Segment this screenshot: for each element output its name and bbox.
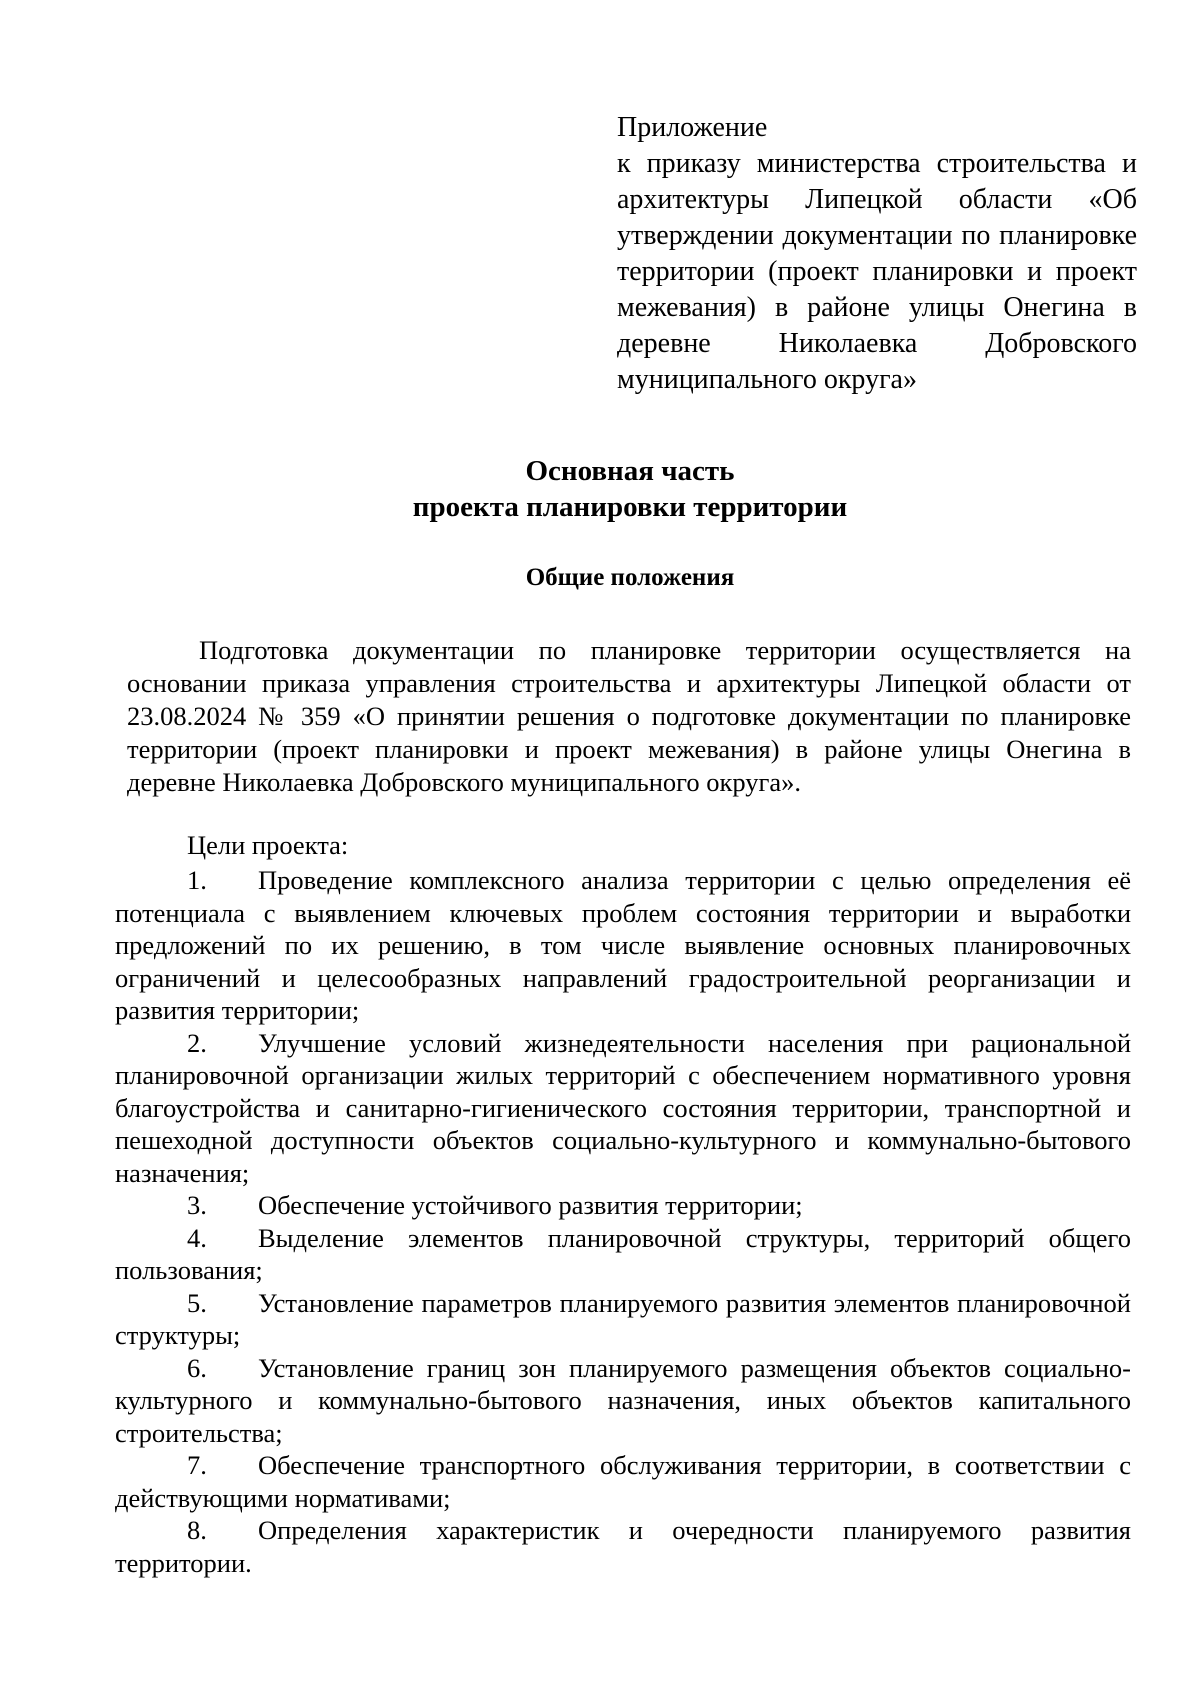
goal-item [115, 1027, 1131, 1190]
goal-item [115, 1189, 1131, 1222]
goal-number: 8. [187, 1515, 207, 1545]
goal-text: Определения характеристик и очередности планируемого развития территории. [115, 1515, 1131, 1578]
goal-item [115, 1514, 1131, 1579]
goal-number: 1. [187, 865, 207, 895]
goal-item [115, 1449, 1131, 1514]
intro-paragraph: Подготовка документации по планировке территории осуществляется на основании приказа управления строительства и архитектуры Липецкой области от 23.08.2024 № 359 «О принятии решения о подготовке документации по планировке территории (проект планировки и проект межевания) в районе улицы Онегина в деревне Николаевка Добровского муниципального округа». [127, 635, 1131, 797]
section-title: Общие положения [525, 564, 735, 591]
goal-number: 7. [187, 1450, 207, 1480]
goal-item [115, 1222, 1131, 1287]
goal-number: 2. [187, 1027, 207, 1058]
goal-text: Обеспечение устойчивого развития территории; [258, 1190, 803, 1220]
goal-number: 5. [187, 1287, 207, 1318]
goal-item [115, 1287, 1131, 1352]
goal-text: Установление границ зон планируемого размещения объектов социально- культурного и коммунально-бытового назначения, иных объектов капитального строительства; [115, 1352, 1131, 1448]
goal-item [115, 1352, 1131, 1450]
goal-text: Проведение комплексного анализа территории с целью определения её потенциала с выявлением ключевых проблем состояния территории и выработки предложений по их решению, в том числе выявление основных планировочных ограничений и целесообразных направлений градостроительной реорганизации и развития территории; [115, 865, 1131, 1025]
goal-text: Выделение элементов планировочной структуры, территорий общего пользования; [115, 1222, 1131, 1285]
goal-text: Улучшение условий жизнедеятельности населения при рациональной планировочной организации жилых территорий с обеспечением нормативного уровня благоустройства и санитарно-гигиенического состояния территории, транспортной и пешеходной доступности объектов социально-культурного и коммунально-бытового назначения; [115, 1027, 1131, 1188]
appendix-block [617, 110, 1137, 398]
goal-number: 3. [187, 1190, 207, 1220]
goal-number: 6. [187, 1352, 207, 1383]
goal-item [115, 864, 1131, 1027]
appendix-text: к приказу министерства строительства и архитектуры Липецкой области «Об утверждении документации по планировке территории (проект планировки и проект межевания) в районе улицы Онегина в деревне Николаевка Добровского муниципального округа» [617, 148, 1137, 395]
appendix-heading: Приложение [617, 112, 768, 143]
goal-number: 4. [187, 1222, 207, 1253]
document-title-line-2: проекта планировки территории [412, 491, 848, 523]
goals-heading: Цели проекта: [187, 830, 349, 860]
document-title-line-1: Основная часть [525, 455, 735, 487]
goals-list [115, 864, 1131, 1579]
goal-text: Установление параметров планируемого развития элементов планировочной структуры; [115, 1287, 1131, 1350]
goal-text: Обеспечение транспортного обслуживания территории, в соответствии с действующими нормативами; [115, 1450, 1131, 1513]
